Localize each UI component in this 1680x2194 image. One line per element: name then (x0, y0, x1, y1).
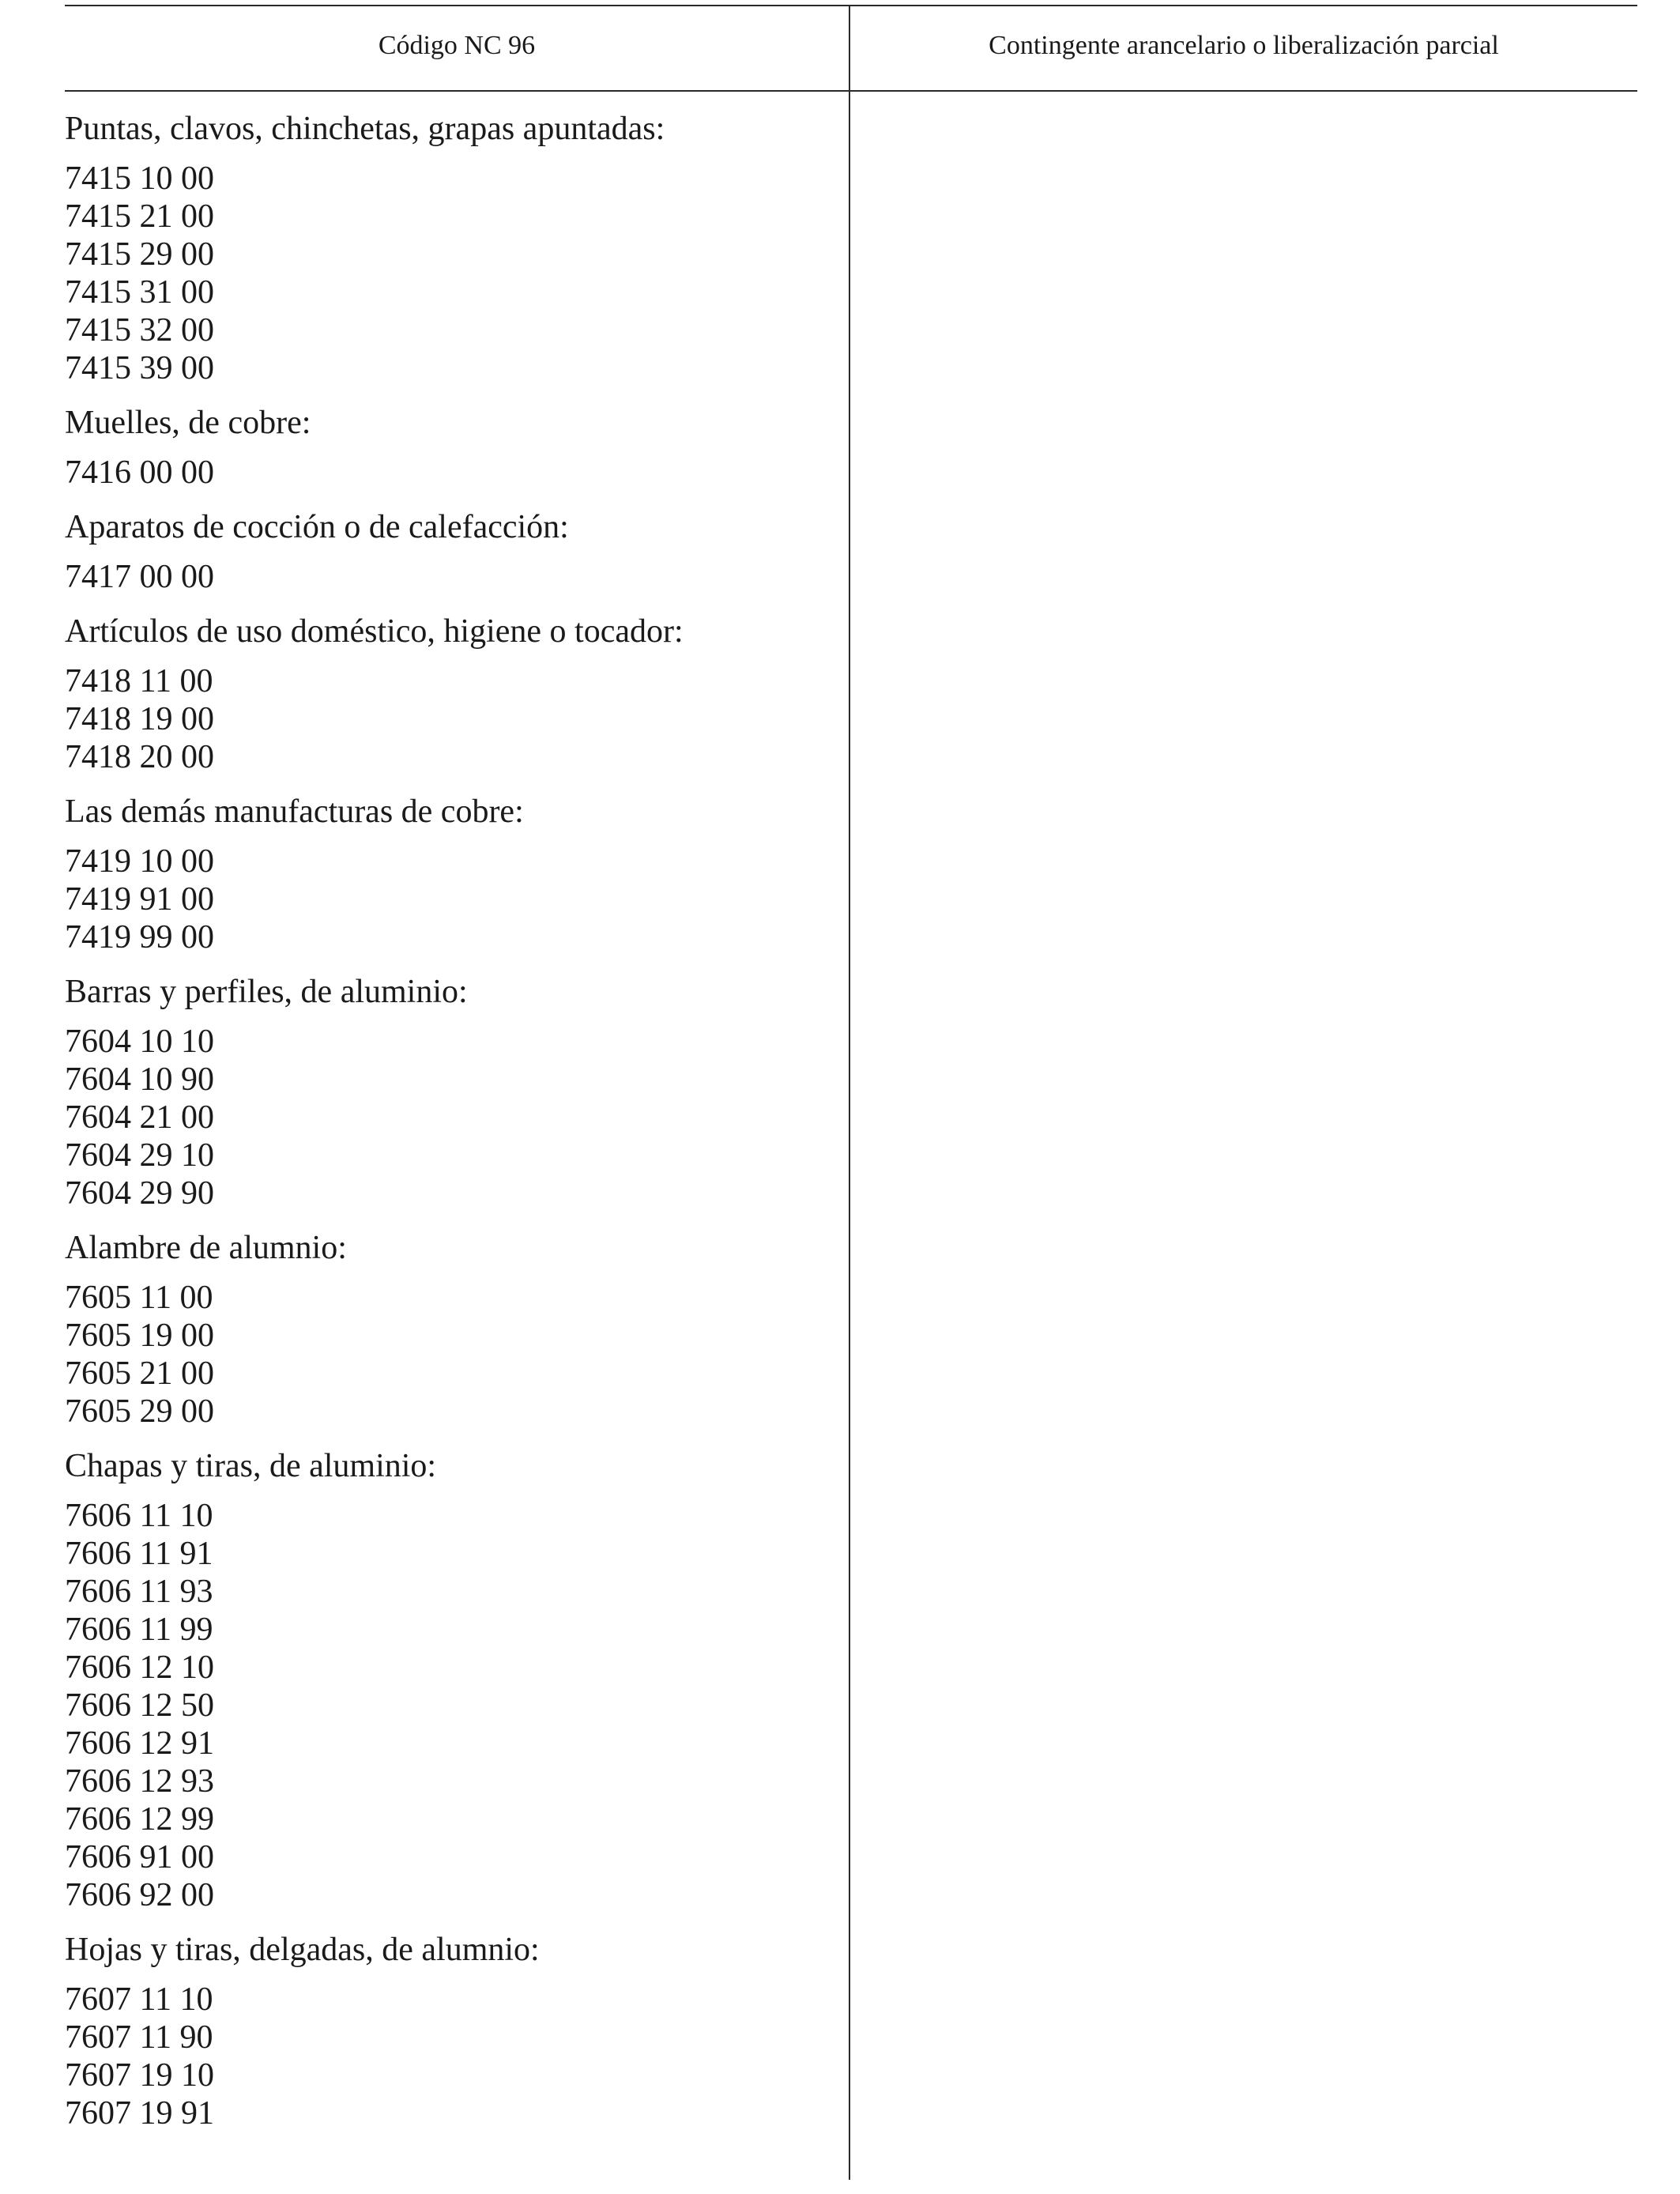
column-header-quota: Contingente arancelario o liberalización parcial (989, 31, 1499, 60)
nc-code: 7604 21 00 (65, 1099, 214, 1136)
nc-code: 7606 12 91 (65, 1725, 214, 1762)
code-list (65, 1497, 839, 1914)
code-list (65, 558, 839, 596)
nc-code: 7605 19 00 (65, 1318, 214, 1354)
code-group (65, 1930, 839, 2132)
nc-code: 7606 11 91 (65, 1536, 213, 1572)
group-title: Hojas y tiras, delgadas, de alumnio: (65, 1932, 540, 1968)
nc-code: 7607 11 90 (65, 2019, 213, 2056)
nc-code: 7418 19 00 (65, 701, 214, 737)
nc-code: 7606 12 99 (65, 1801, 214, 1838)
nc-code: 7604 10 10 (65, 1023, 214, 1060)
group-title: Aparatos de cocción o de calefacción: (65, 509, 569, 545)
nc-code: 7417 00 00 (65, 559, 214, 595)
nc-code: 7419 10 00 (65, 843, 214, 880)
nc-code: 7606 12 93 (65, 1763, 214, 1800)
nc-code: 7416 00 00 (65, 454, 214, 491)
nc-code: 7419 91 00 (65, 881, 214, 918)
nc-code: 7415 31 00 (65, 274, 214, 311)
nc-code: 7419 99 00 (65, 919, 214, 956)
nc-code: 7415 29 00 (65, 236, 214, 273)
nc-code: 7607 11 10 (65, 1981, 213, 2018)
code-list (65, 662, 839, 776)
code-list (65, 1279, 839, 1431)
nc-code: 7415 10 00 (65, 160, 214, 197)
nc-code: 7418 11 00 (65, 663, 213, 699)
code-list (65, 160, 839, 387)
column-header-code: Código NC 96 (378, 31, 536, 60)
nc-code: 7604 29 90 (65, 1175, 214, 1212)
quota-column (850, 92, 1637, 2178)
nc-code: 7604 29 10 (65, 1137, 214, 1174)
group-title: Chapas y tiras, de aluminio: (65, 1448, 437, 1484)
nc-code: 7418 20 00 (65, 739, 214, 775)
nc-code: 7605 11 00 (65, 1280, 213, 1316)
nc-code: 7606 11 10 (65, 1498, 213, 1534)
nc-code: 7415 39 00 (65, 350, 214, 386)
group-title: Artículos de uso doméstico, higiene o tocador: (65, 613, 684, 650)
group-title: Puntas, clavos, chinchetas, grapas apuntadas: (65, 111, 665, 147)
nc-code: 7606 11 99 (65, 1612, 213, 1648)
nc-code: 7415 32 00 (65, 312, 214, 349)
nc-code: 7605 21 00 (65, 1355, 214, 1392)
code-list (65, 454, 839, 492)
code-list (65, 843, 839, 956)
code-list (65, 1981, 839, 2132)
table-top-rule (65, 5, 1637, 6)
code-column (65, 109, 839, 2148)
code-group (65, 507, 839, 596)
code-group (65, 792, 839, 956)
nc-code: 7606 91 00 (65, 1839, 214, 1875)
nc-code: 7606 12 10 (65, 1649, 214, 1686)
nc-code: 7606 12 50 (65, 1687, 214, 1724)
nc-code: 7607 19 91 (65, 2095, 214, 2132)
nc-code: 7605 29 00 (65, 1393, 214, 1430)
code-group (65, 109, 839, 387)
group-title: Muelles, de cobre: (65, 405, 311, 441)
code-group (65, 972, 839, 1212)
nc-code: 7604 10 90 (65, 1061, 214, 1098)
nc-code: 7606 92 00 (65, 1877, 214, 1913)
nc-code: 7606 11 93 (65, 1574, 213, 1610)
group-title: Alambre de alumnio: (65, 1230, 347, 1266)
nc-code: 7607 19 10 (65, 2057, 214, 2094)
code-list (65, 1023, 839, 1212)
code-group (65, 403, 839, 492)
code-group (65, 1228, 839, 1431)
nc-code: 7415 21 00 (65, 198, 214, 235)
code-group (65, 612, 839, 776)
group-title: Las demás manufacturas de cobre: (65, 794, 524, 830)
group-title: Barras y perfiles, de aluminio: (65, 974, 468, 1010)
code-group (65, 1446, 839, 1914)
